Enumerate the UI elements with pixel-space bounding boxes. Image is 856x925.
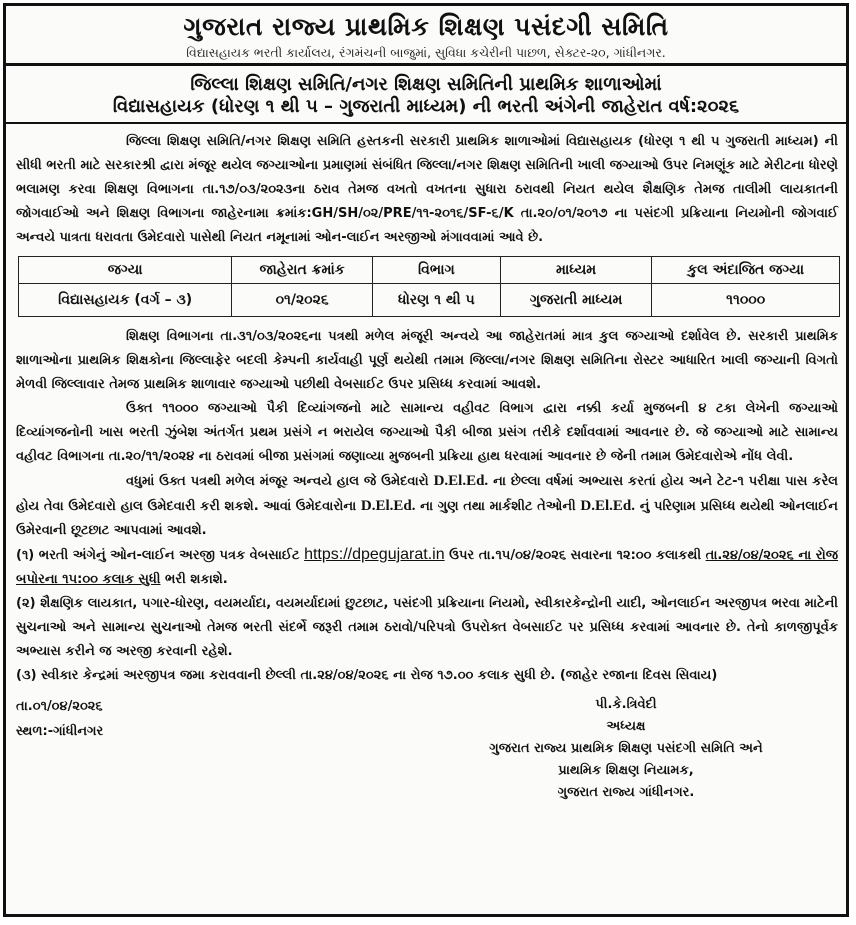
table-header-row (19, 257, 840, 284)
intro-paragraph: જિલ્લા શિક્ષણ સમિતિ/નગર શિક્ષણ સમિતિ હસ્તકની સરકારી પ્રાથમિક શાળાઓમાં વિદ્યાસહાયક (ધોરણ ૧ થી ૫ ગુજરાતી માધ્યમ) ની સીધી ભરતી માટે સરકારશ્રી દ્વારા મંજૂર થયેલ જગ્યાઓના પ્રમાણમાં સંબંધિત જિલ્લા/નગર શિક્ષણ સમિતિની ખાલી જગ્યાઓ ઉપર નિમણૂંક માટે મેરીટના ધોરણે ભલામણ કરવા શિક્ષણ વિભાગના તા.૧૭/૦૩/૨૦૨૩ના ઠરાવ તેમજ વખતો વખતના સુધારા ઠરાવથી નિયત થયેલ શૈક્ષણિક તેમજ તાલીમી લાયકાતની જોગવાઈઓ અને શિક્ષણ વિભાગના જાહેરનામા ક્રમાંક:GH/SH/૦૨/PRE/૧૧-૨૦૧૬/SF-૬/K તા.૨૦/૦૧/૨૦૧૭ ના પસંદગી પ્રક્રિયાના નિયમોની જોગવાઈ અન્વયે પાત્રતા ધરાવતા ઉમેદવારો પાસેથી નિયત નમૂનામાં ઓન-લાઈન અરજીઓ મંગાવવામાં આવે છે. (16, 134, 838, 245)
col-header-adv-no: જાહેરાત ક્રમાંક (232, 257, 373, 284)
header (6, 6, 846, 66)
issue-date: તા.૦૧/૦૪/૨૦૨૬ (16, 699, 103, 714)
col-header-section: વિભાગ (372, 257, 500, 284)
point-2-details: (૨) શૈક્ષણિક લાયકાત, પગાર-ધોરણ, વયમર્યાદા, વયમર્યાદામાં છુટછાટ, પસંદગી પ્રક્રિયાના નિયમો, સ્વીકારકેન્દ્રોની યાદી, ઓનલાઈન અરજીપત્ર ભરવા માટેની સુચનાઓ અને સામાન્ય સુચનાઓ તેમજ ભરતી સંદર્ભે જરૂરી તમામ ઠરાવો/પરિપત્રો ઉપરોક્ત વેબસાઈટ પર પ્રસિધ્ધ કરવામાં આવનાર છે. તેનો કાળજીપૂર્વક અભ્યાસ કરીને જ અરજી કરવાની રહેશે. (16, 596, 838, 659)
approval-paragraph: શિક્ષણ વિભાગના તા.૩૧/૦૩/૨૦૨૬ના પત્રથી મળેલ મંજૂરી અન્વયે આ જાહેરાતમાં માત્ર કુલ જગ્યાઓ દર્શાવેલ છે. સરકારી પ્રાથમિક શાળાઓના પ્રાથમિક શિક્ષકોના જિલ્લાફેર બદલી કેમ્પની કાર્યવાહી પૂર્ણ થયેથી તમામ જિલ્લા/નગર શિક્ષણ સમિતિના રોસ્ટર આધારિત ખાલી જગ્યાની વિગતો મેળવી જિલ્લાવાર તેમજ પ્રાથમિક શાળાવાર જગ્યાઓ પછીથી વેબસાઈટ ઉપર પ્રસિધ્ધ કરવામાં આવશે. (16, 329, 838, 392)
footer (6, 694, 846, 824)
cell-post: વિદ્યાસહાયક (વર્ગ – ૩) (19, 284, 232, 317)
subject-heading (6, 66, 846, 124)
point-1-text-b: ઉપર તા.૧૫/૦૪/૨૦૨૬ સવારના ૧૨:૦૦ કલાકથી (444, 548, 706, 563)
cell-medium: ગુજરાતી માધ્યમ (500, 284, 651, 317)
col-header-total-posts: કુલ અંદાજિત જગ્યા (652, 257, 840, 284)
posts-table (18, 256, 840, 317)
signatory-title: અધ્યક્ષ (606, 719, 646, 734)
table-row (19, 284, 840, 317)
website-link[interactable]: https://dpegujarat.in (304, 546, 445, 563)
deled-text-a: વધુમાં ઉક્ત પત્રથી મળેલ મંજૂર અન્વયે હાલ જે ઉમેદવારો (126, 474, 434, 489)
deled-text-c: ના ગુણ તથા માર્કશીટ તેઓની (415, 499, 581, 514)
subject-line-2: વિદ્યાસહાયક (ધોરણ ૧ થી ૫ – ગુજરાતી માધ્યમ) ની ભરતી અંગેની જાહેરાત વર્ષ:૨૦૨૬ (112, 96, 740, 117)
deled-term: D.El.Ed. (360, 498, 416, 514)
deled-paragraph (16, 469, 838, 543)
deled-term: D.El.Ed. (580, 498, 636, 514)
point-1-text-c: ભરી શકાશે. (160, 572, 228, 587)
org-title: ગુજરાત રાજ્ય પ્રાથમિક શિક્ષણ પસંદગી સમિતિ (183, 12, 669, 41)
cell-section: ધોરણ ૧ થી ૫ (372, 284, 500, 317)
date-place-block (16, 694, 103, 744)
point-1-deadline: તા.૨૪/૦૪/૨૦૨૬ ના રોજ બપોરના ૧૫:૦૦ કલાક સુધી (16, 548, 839, 587)
signatory-name: પી.કે.ત્રિવેદી (595, 697, 657, 712)
issue-place: સ્થળ:-ગાંધીનગર (16, 724, 104, 739)
signatory-org-1: ગુજરાત રાજ્ય પ્રાથમિક શિક્ષણ પસંદગી સમિતિ અને (489, 741, 763, 756)
deled-term: D.El.Ed. (433, 473, 489, 489)
signature-block (466, 694, 786, 804)
deled-text-d: નું પરિણામ પ્રસિધ્ધ થયેથી ઓનલાઈન ઉમેરવાની છૂટછાટ આપવામાં આવશે. (16, 499, 838, 538)
point-1-text-a: (૧) ભરતી અંગેનું ઓન-લાઈન અરજી પત્રક વેબસાઈટ (16, 548, 305, 563)
signatory-org-2: પ્રાથમિક શિક્ષણ નિયામક, (558, 763, 694, 778)
disability-paragraph: ઉક્ત ૧૧૦૦૦ જગ્યાઓ પૈકી દિવ્યાંગજનો માટે સામાન્ય વહીવટ વિભાગ દ્વારા નક્કી કર્યા મુજબની ૪ ટકા લેખેની જગ્યાઓ દિવ્યાંગજનોની ખાસ ભરતી ઝુંબેશ અંતર્ગત પ્રથમ પ્રસંગે ન ભરાયેલ જગ્યાઓ પૈકી બીજા પ્રસંગ તરીકે દર્શાવવામાં આવનાર છે. જે જગ્યાઓ માટે સામાન્ય વહીવટ વિભાગના તા.૨૦/૧૧/૨૦૨૪ ના ઠરાવમાં બીજા પ્રસંગમાં જણાવ્યા મુજબની પ્રક્રિયા હાથ ધરવામાં આવનાર છે જેની તમામ ઉમેદવારોએ નોંધ લેવી. (16, 401, 838, 464)
col-header-post: જગ્યા (19, 257, 232, 284)
point-1-online-application (16, 543, 838, 592)
cell-total-posts: ૧૧૦૦૦ (652, 284, 840, 317)
deled-text-b: ના છેલ્લા વર્ષમાં અભ્યાસ કરતાં હોય અને ટેટ-૧ પરીક્ષા પાસ કરેલ હોય તેવા ઉમેદવારો હાલ ઉમેદવારી કરી શકશે. આવાં ઉમેદવારોના (16, 474, 838, 514)
subject-line-1: જિલ્લા શિક્ષણ સમિતિ/નગર શિક્ષણ સમિતિની પ્રાથમિક શાળાઓમાં (190, 74, 662, 95)
col-header-medium: માધ્યમ (500, 257, 651, 284)
org-address: વિદ્યાસહાયક ભરતી કાર્યાલય, રંગમંચની બાજુમાં, સુવિધા કચેરીની પાછળ, સેક્ટર-૨૦, ગાંધીનગર. (186, 45, 666, 60)
point-3-submission: (૩) સ્વીકાર કેન્દ્રમાં અરજીપત્ર જમા કરાવવાની છેલ્લી તા.૨૪/૦૪/૨૦૨૬ ના રોજ ૧૭.૦૦ કલાક સુધી છે. (જાહેર રજાના દિવસ સિવાય) (16, 668, 718, 683)
advertisement-body (6, 124, 846, 688)
advertisement-page (3, 3, 849, 917)
cell-adv-no: ૦૧/૨૦૨૬ (232, 284, 373, 317)
signatory-org-3: ગુજરાત રાજ્ય ગાંધીનગર. (557, 785, 695, 800)
